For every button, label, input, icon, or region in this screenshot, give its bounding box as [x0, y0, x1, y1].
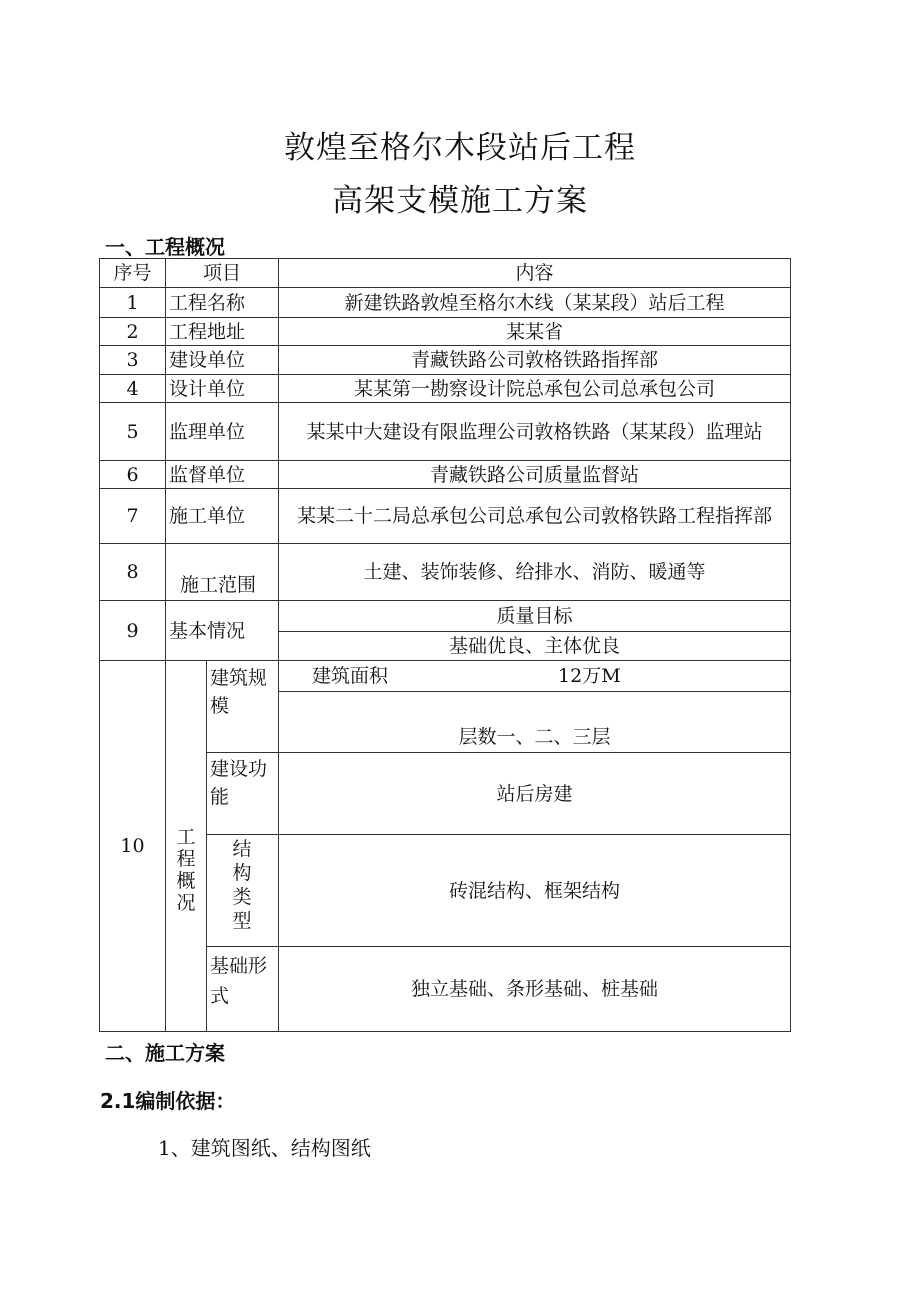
table-row	[100, 544, 791, 601]
row-no: 10	[100, 661, 166, 1032]
project-overview-table	[99, 258, 791, 1032]
table-row	[100, 489, 791, 544]
header-item: 项目	[166, 259, 279, 288]
table-row	[100, 318, 791, 346]
header-content: 内容	[279, 259, 791, 288]
row-item: 施工单位	[166, 489, 279, 544]
group-label-cell	[166, 661, 207, 1032]
table-row	[100, 375, 791, 403]
row-content: 某某二十二局总承包公司总承包公司敦格铁路工程指挥部	[279, 489, 791, 544]
row-no: 3	[100, 346, 166, 375]
structure-label: 结构类型	[232, 838, 252, 932]
foundation-label: 基础形式	[207, 947, 279, 1032]
table-row	[100, 288, 791, 318]
quality-target-value: 基础优良、主体优良	[279, 632, 791, 661]
row-no: 7	[100, 489, 166, 544]
function-label: 建设功能	[207, 753, 279, 835]
row-no: 1	[100, 288, 166, 318]
structure-value: 砖混结构、框架结构	[279, 835, 791, 947]
group-label: 工程概况	[176, 826, 196, 914]
area-value: 12万M	[558, 665, 621, 687]
area-cell	[279, 661, 791, 692]
area-label: 建筑面积	[312, 665, 389, 687]
row-item: 工程名称	[166, 288, 279, 318]
row-no: 4	[100, 375, 166, 403]
row-content: 某某中大建设有限监理公司敦格铁路（某某段）监理站	[279, 403, 791, 461]
row-item: 基本情况	[166, 601, 279, 661]
row-content: 某某第一勘察设计院总承包公司总承包公司	[279, 375, 791, 403]
header-no: 序号	[100, 259, 166, 288]
row-item: 工程地址	[166, 318, 279, 346]
quality-target-label: 质量目标	[279, 601, 791, 632]
row-item: 监督单位	[166, 461, 279, 489]
row-no: 9	[100, 601, 166, 661]
scale-label: 建筑规模	[207, 661, 279, 753]
table-header-row	[100, 259, 791, 288]
table-row	[100, 403, 791, 461]
row-content: 某某省	[279, 318, 791, 346]
section-heading-overview: 一、工程概况	[105, 235, 225, 259]
table-row	[100, 461, 791, 489]
row-no: 6	[100, 461, 166, 489]
row-content: 青藏铁路公司敦格铁路指挥部	[279, 346, 791, 375]
row-content: 土建、装饰装修、给排水、消防、暖通等	[279, 544, 791, 601]
foundation-value: 独立基础、条形基础、桩基础	[279, 947, 791, 1032]
row-no: 5	[100, 403, 166, 461]
table-row	[100, 661, 791, 692]
row-no: 2	[100, 318, 166, 346]
row-item: 监理单位	[166, 403, 279, 461]
row-item: 施工范围	[166, 544, 279, 601]
document-subtitle: 高架支模施工方案	[332, 183, 588, 219]
row-item: 设计单位	[166, 375, 279, 403]
row-content: 青藏铁路公司质量监督站	[279, 461, 791, 489]
subsection-heading-basis: 2.1编制依据：	[100, 1089, 236, 1113]
row-content: 新建铁路敦煌至格尔木线（某某段）站后工程	[279, 288, 791, 318]
row-item: 建设单位	[166, 346, 279, 375]
function-value: 站后房建	[279, 753, 791, 835]
table-row	[100, 601, 791, 632]
floors-value: 层数一、二、三层	[279, 692, 791, 753]
table-row	[100, 346, 791, 375]
row-no: 8	[100, 544, 166, 601]
structure-label-cell	[207, 835, 279, 947]
section-heading-plan: 二、施工方案	[105, 1041, 225, 1065]
document-title: 敦煌至格尔木段站后工程	[284, 130, 636, 166]
list-item: 1、建筑图纸、结构图纸	[158, 1136, 371, 1160]
